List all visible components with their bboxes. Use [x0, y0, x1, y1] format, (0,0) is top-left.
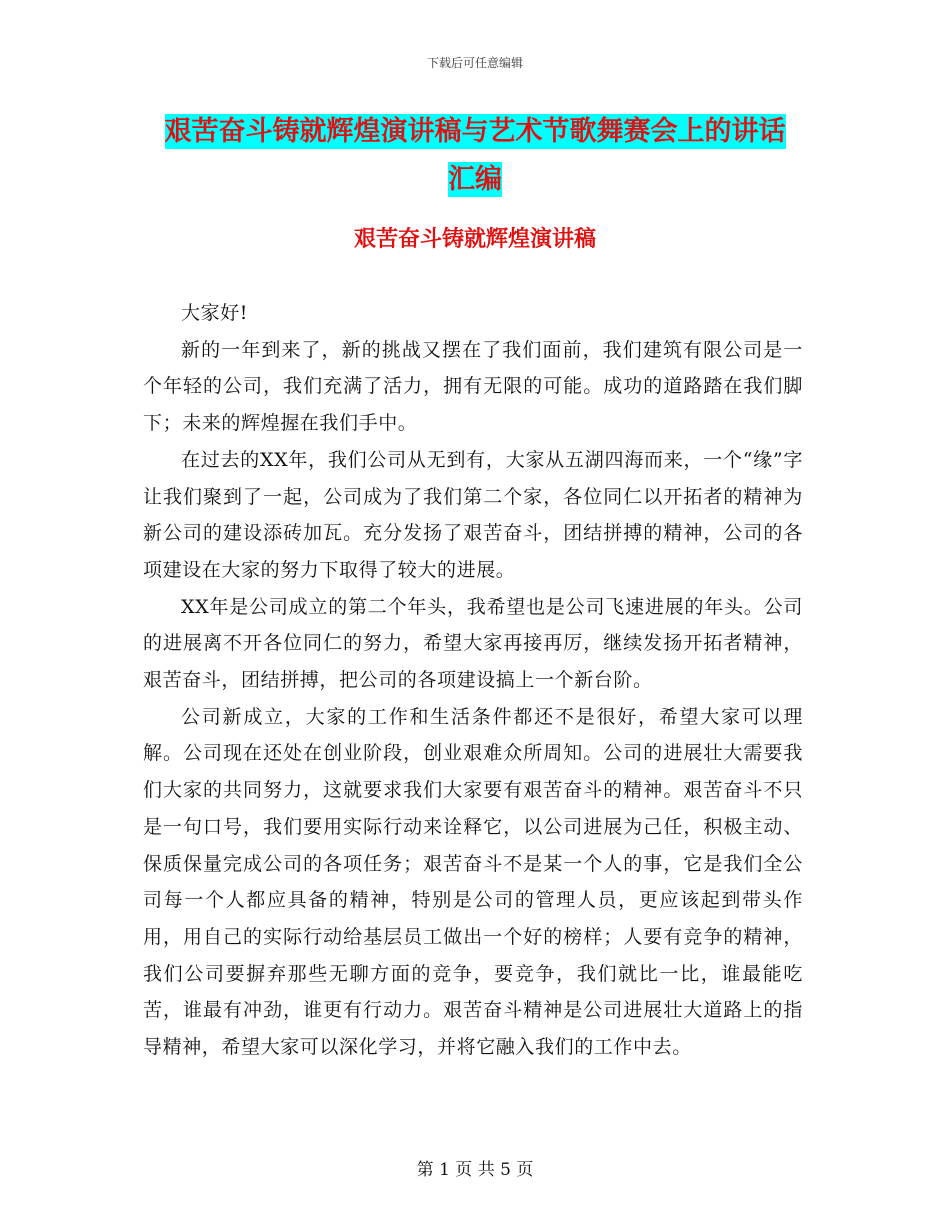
paragraph: 新的一年到来了，新的挑战又摆在了我们面前，我们建筑有限公司是一个年轻的公司，我们充满了活力，拥有无限的可能。成功的道路踏在我们脚下；未来的辉煌握在我们手中。: [143, 338, 803, 435]
paragraph: 公司新成立，大家的工作和生活条件都还不是很好，希望大家可以理解。公司现在还处在创业阶段，创业艰难众所周知。公司的进展壮大需要我们大家的共同努力，这就要求我们大家要有艰苦奋斗的精神。艰苦奋斗不只是一句口号，我们要用实际行动来诠释它，以公司进展为己任，积极主动、保质保量完成公司的各项任务；艰苦奋斗不是某一个人的事，它是我们全公司每一个人都应具备的精神，特别是公司的管理人员，更应该起到带头作用，用自己的实际行动给基层员工做出一个好的榜样；人要有竞争的精神，我们公司要摒弃那些无聊方面的竞争，要竞争，我们就比一比，谁最能吃苦，谁最有冲劲，谁更有行动力。艰苦奋斗精神是公司进展壮大道路上的指导精神，希望大家可以深化学习，并将它融入我们的工作中去。: [143, 705, 803, 1059]
section-title: 艰苦奋斗铸就辉煌演讲稿: [353, 227, 596, 252]
document-title-line-2: 汇编: [448, 164, 502, 195]
header-note: 下载后可任意编辑: [426, 56, 523, 70]
page-number-footer: 第 1 页 共 5 页: [416, 1160, 534, 1180]
paragraph-greeting: 大家好!: [181, 302, 249, 324]
paragraph: 在过去的XX年，我们公司从无到有，大家从五湖四海而来，一个“缘”字让我们聚到了一起，公司成为了我们第二个家，各位同仁以开拓者的精神为新公司的建设添砖加瓦。充分发扬了艰苦奋斗，团结拼搏的精神，公司的各项建设在大家的努力下取得了较大的进展。: [143, 448, 803, 581]
paragraph: XX年是公司成立的第二个年头，我希望也是公司飞速进展的年头。公司的进展离不开各位同仁的努力，希望大家再接再厉，继续发扬开拓者精神，艰苦奋斗，团结拼搏，把公司的各项建设搞上一个新台阶。: [143, 595, 803, 692]
document-title: [140, 108, 810, 204]
body-text: [143, 295, 803, 1066]
document-title-line-1: 艰苦奋斗铸就辉煌演讲稿与艺术节歌舞赛会上的讲话: [164, 116, 786, 147]
